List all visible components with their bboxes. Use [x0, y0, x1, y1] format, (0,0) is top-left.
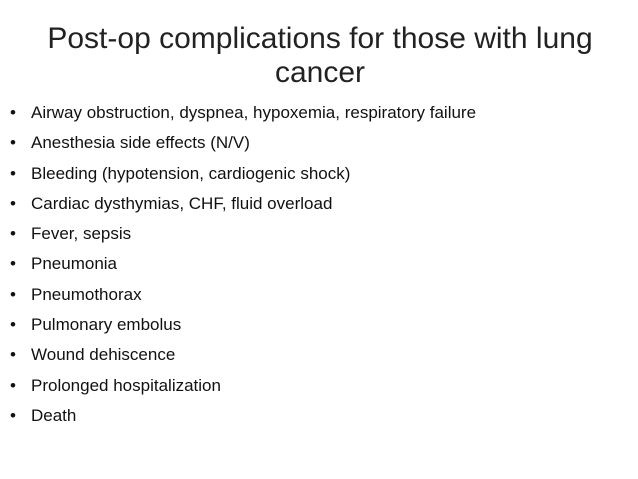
list-item-text: Death [31, 405, 77, 425]
bullet-icon: • [10, 375, 16, 395]
bullet-icon: • [10, 193, 16, 213]
bullet-icon: • [10, 315, 16, 335]
list-item-text: Pneumothorax [31, 284, 142, 304]
list-item-text: Fever, sepsis [31, 224, 132, 244]
bullet-icon: • [10, 345, 16, 365]
list-item [10, 404, 620, 434]
slide-title: Post-op complications for those with lung cancer [47, 22, 593, 89]
list-item-text: Airway obstruction, dyspnea, hypoxemia, respiratory failure [31, 103, 477, 122]
bullet-icon: • [10, 254, 16, 274]
list-item [10, 162, 620, 192]
list-item [10, 252, 620, 282]
bullet-icon: • [10, 284, 16, 304]
list-item [10, 313, 620, 343]
bullet-icon: • [10, 224, 16, 244]
bullet-icon: • [10, 133, 16, 153]
list-item [10, 222, 620, 252]
list-item [10, 101, 620, 131]
list-item-text: Anesthesia side effects (N/V) [31, 133, 250, 153]
bullet-icon: • [10, 103, 16, 122]
list-item [10, 374, 620, 404]
list-item [10, 283, 620, 313]
bullet-icon: • [10, 163, 16, 183]
list-item [10, 192, 620, 222]
list-item-text: Pulmonary embolus [31, 315, 182, 335]
list-item-text: Cardiac dysthymias, CHF, fluid overload [31, 193, 333, 213]
list-item [10, 131, 620, 161]
list-item-text: Pneumonia [31, 254, 118, 274]
list-item-text: Prolonged hospitalization [31, 375, 221, 395]
list-item-text: Wound dehiscence [31, 345, 176, 365]
bullet-icon: • [10, 405, 16, 425]
list-item-text: Bleeding (hypotension, cardiogenic shock) [31, 163, 351, 183]
bullet-list [10, 101, 620, 434]
list-item [10, 343, 620, 373]
